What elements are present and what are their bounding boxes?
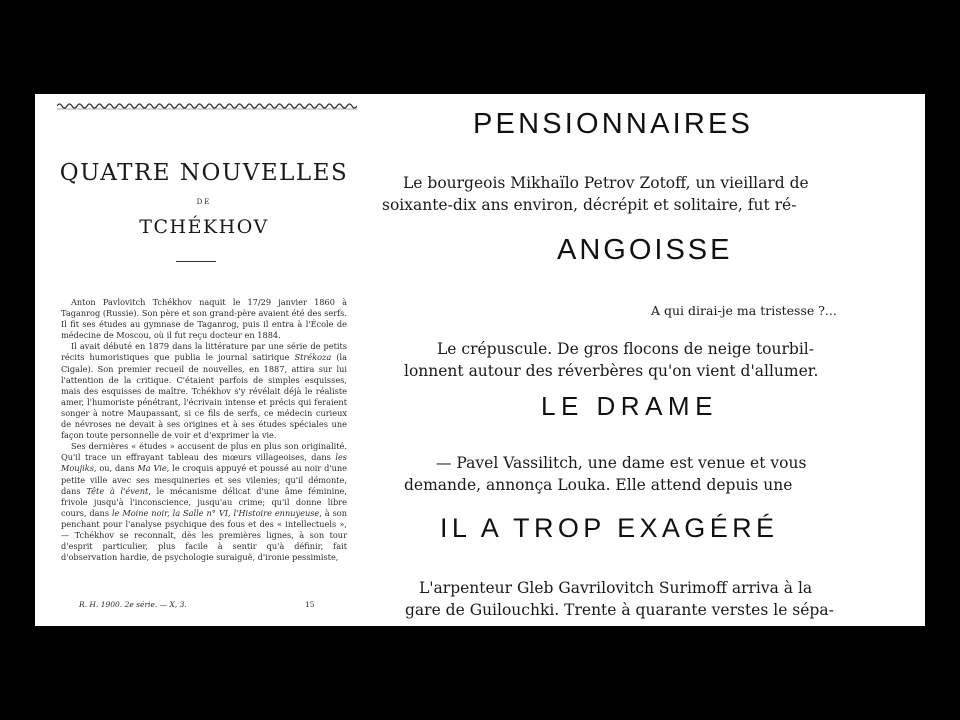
paragraph-text: , à son penchant pour l'analyse psychique des fous et des « intellectuels », — Tchékhov se reconnaît, dès les premières lignes, à son tour d'esprit particulier, plus facile à sentir qu'à définir, fait d'observation hardie, de psychologie suraiguë, d'ironie pessimiste, bbox=[61, 507, 347, 563]
heading-le-drame: LE DRAME bbox=[541, 391, 718, 421]
angoisse-epigraph: A qui dirai-je ma tristesse ?... bbox=[651, 303, 837, 318]
wavy-divider bbox=[57, 100, 357, 112]
footer-signature: R. H. 1900. 2e série. — X, 3. bbox=[79, 600, 187, 609]
heading-pensionnaires: PENSIONNAIRES bbox=[473, 108, 754, 140]
article-title-line1: QUATRE NOUVELLES bbox=[59, 160, 349, 186]
title-rule bbox=[176, 261, 216, 262]
article-paragraph bbox=[61, 341, 347, 441]
paragraph-text: , ou, dans bbox=[93, 463, 138, 474]
paragraph-text: Il avait débuté en 1879 dans la littérature par une série de petits récits humoristiques que publia le journal satirique bbox=[61, 341, 347, 363]
paragraph-text: Anton Pavlovitch Tchékhov naquit le 17/29 janvier 1860 à Taganrog (Russie). Son père et son grand-père avaient été des serfs. Il fit ses études au gymnase de Taganrog, puis il entra à l'École de médecine de Moscou, où il fut reçu docteur en 1884. bbox=[61, 297, 347, 341]
paragraph-text: , le mécanisme délicat d'une âme féminine, frivole jusqu'à l'inconscience, jusqu'au crime; qu'il donne libre cours, dans bbox=[61, 485, 348, 518]
italic-title-text: Strékoza bbox=[294, 352, 332, 363]
italic-title-text: le Moine noir, la Salle n° VI, l'Histoire ennuyeuse bbox=[111, 507, 320, 518]
il-a-trop-exagere-line2: gare de Guilouchki. Trente à quarante verstes le sépa- bbox=[405, 601, 834, 619]
article-paragraph bbox=[61, 297, 347, 341]
heading-il-a-trop-exagere: IL A TROP EXAGÉRÉ bbox=[440, 513, 779, 543]
angoisse-line2: lonnent autour des réverbères qu'on vient d'allumer. bbox=[404, 362, 819, 380]
left-page bbox=[35, 94, 373, 626]
pensionnaires-line1: Le bourgeois Mikhaïlo Petrov Zotoff, un vieillard de bbox=[403, 174, 809, 192]
angoisse-line1: Le crépuscule. De gros flocons de neige tourbil- bbox=[437, 340, 814, 358]
il-a-trop-exagere-line1: L'arpenteur Gleb Gavrilovitch Surimoff arriva à la bbox=[419, 579, 813, 597]
article-body bbox=[61, 297, 347, 563]
article-title-line3: TCHÉKHOV bbox=[139, 216, 269, 238]
italic-title-text: les Moujiks bbox=[61, 452, 347, 474]
article-title-line2: DE bbox=[196, 198, 212, 206]
paragraph-text: (la Cigale). Son premier recueil de nouvelles, en 1887, attira sur lui l'attention de la critique. C'étaient parfois de simples esquisses, mais des esquisses de maître. Tchékhov s'y révélait déjà le réaliste amer, l'humoriste pénétrant, l'écrivain intense et précis qui feraient songer à notre Maupassant, si ce fils de serfs, ce médecin curieux de névroses ne devait à ses origines et à ses études spéciales une façon toute personnelle de voir et d'exprimer la vie. bbox=[61, 352, 347, 441]
article-paragraph bbox=[61, 441, 347, 563]
paragraph-text: Ses dernières « études » accusent de plus en plus son originalité. Qu'il trace un effrayant tableau des mœurs villageoises, dans bbox=[61, 441, 347, 463]
le-drame-line1: — Pavel Vassilitch, une dame est venue et vous bbox=[436, 454, 807, 472]
le-drame-line2: demande, annonça Louka. Elle attend depuis une bbox=[404, 476, 793, 494]
page-number: 15 bbox=[305, 600, 315, 609]
right-page bbox=[373, 94, 925, 626]
pensionnaires-line2: soixante-dix ans environ, décrépit et solitaire, fut ré- bbox=[382, 196, 797, 214]
italic-title-text: Tête à l'évent bbox=[86, 485, 149, 496]
paragraph-text: , le croquis appuyé et poussé au noir d'une petite ville avec ses mesquineries et ses vilenies; qu'il démonte, dans bbox=[61, 463, 347, 496]
heading-angoisse: ANGOISSE bbox=[557, 234, 733, 266]
italic-title-text: Ma Vie bbox=[137, 463, 167, 474]
